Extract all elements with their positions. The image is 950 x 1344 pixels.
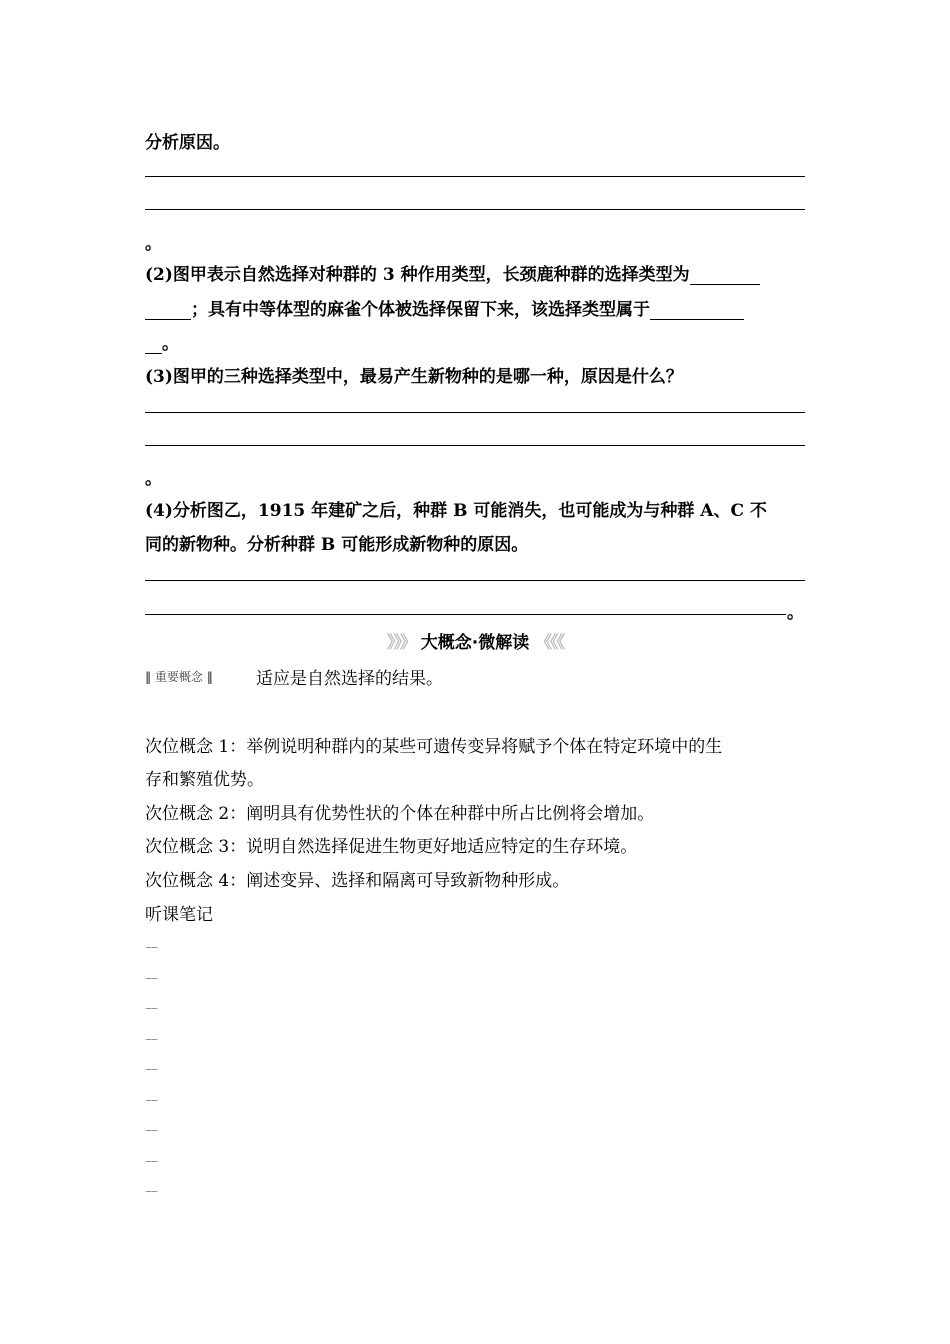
note-line-1[interactable]: ··········	[145, 945, 158, 951]
q3-answer-line-1[interactable]	[145, 412, 805, 413]
q2-blank-1b[interactable]	[145, 302, 191, 320]
sub-concept-2: 次位概念 2：阐明具有优势性状的个体在种群中所占比例将会增加。	[145, 804, 655, 824]
important-concept-label: 重要概念	[154, 670, 203, 684]
important-concept-tag	[145, 668, 213, 685]
important-concept-text: 适应是自然选择的结果。	[256, 669, 443, 689]
q4-answer-line-2[interactable]	[145, 614, 786, 615]
sub-concept-1-line-2: 存和繁殖优势。	[145, 770, 264, 790]
q2-text-a: (2)图甲表示自然选择对种群的 3 种作用类型，长颈鹿种群的选择类型为	[145, 265, 690, 285]
note-line-8[interactable]: ··········	[145, 1159, 158, 1165]
note-line-2[interactable]: ··········	[145, 976, 158, 982]
bar-left-icon: ‖	[145, 670, 151, 684]
section-header	[145, 628, 805, 654]
q3-answer-line-2[interactable]	[145, 445, 805, 446]
sub-concept-3: 次位概念 3：说明自然选择促进生物更好地适应特定的生存环境。	[145, 837, 638, 857]
q4-line-1: (4)分析图乙，1915 年建矿之后，种群 B 可能消失，也可能成为与种群 A、C 不	[145, 501, 767, 521]
q2-line-2	[145, 295, 744, 320]
q4-answer-line-1[interactable]	[145, 580, 805, 581]
note-line-4[interactable]: ··········	[145, 1037, 158, 1043]
q4-end-mark: 。	[787, 603, 804, 623]
sub-concept-1-line-1: 次位概念 1：举例说明种群内的某些可遗传变异将赋予个体在特定环境中的生	[145, 737, 723, 757]
q2-text-c: 。	[162, 334, 179, 354]
q2-blank-1a[interactable]	[690, 267, 760, 285]
section-title: 大概念·微解读	[420, 633, 530, 653]
note-line-6[interactable]: ··········	[145, 1098, 158, 1104]
q1-answer-line-2[interactable]	[145, 209, 805, 210]
note-line-7[interactable]: ··········	[145, 1128, 158, 1134]
chevrons-right-icon: 《《《	[535, 633, 564, 653]
q2-line-1	[145, 260, 760, 285]
q2-line-3	[145, 329, 179, 354]
q3-question: (3)图甲的三种选择类型中，最易产生新物种的是哪一种，原因是什么？	[145, 367, 683, 387]
sub-concept-4: 次位概念 4：阐述变异、选择和隔离可导致新物种形成。	[145, 871, 570, 891]
q2-blank-2b[interactable]	[145, 336, 162, 354]
q4-line-2: 同的新物种。分析种群 B 可能形成新物种的原因。	[145, 535, 529, 555]
q1-answer-line-1[interactable]	[145, 176, 805, 177]
note-line-5[interactable]: ··········	[145, 1067, 158, 1073]
note-line-9[interactable]: ··········	[145, 1189, 158, 1195]
q1-tail-text: 分析原因。	[145, 133, 230, 153]
q2-text-b: ；具有中等体型的麻雀个体被选择保留下来，该选择类型属于	[191, 300, 650, 320]
note-line-3[interactable]: ··········	[145, 1006, 158, 1012]
notes-title: 听课笔记	[145, 905, 213, 925]
bar-right-icon: ‖	[206, 670, 213, 684]
q1-end-mark: 。	[145, 234, 162, 254]
q3-end-mark: 。	[145, 469, 162, 489]
q2-blank-2a[interactable]	[650, 302, 744, 320]
chevrons-left-icon: 》》》	[386, 633, 415, 653]
